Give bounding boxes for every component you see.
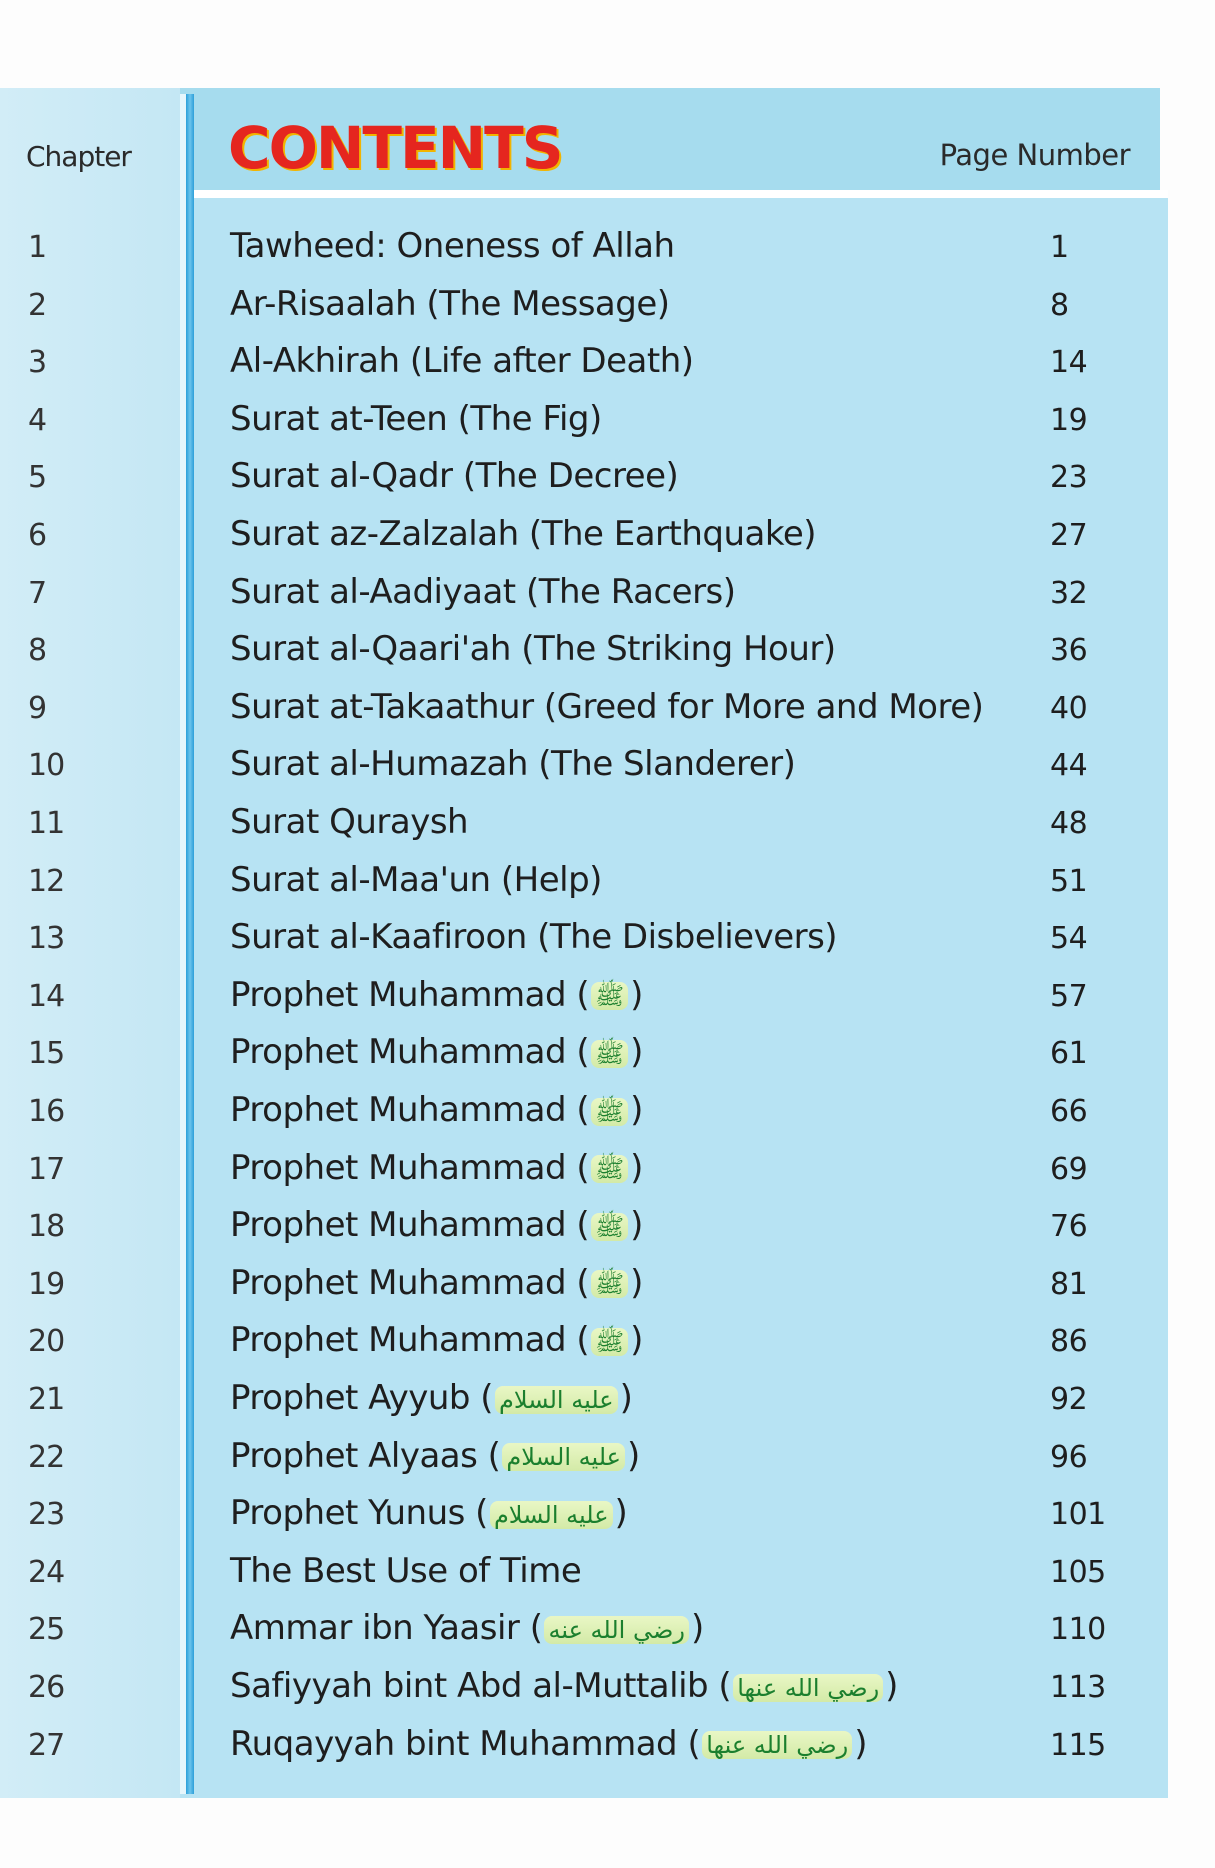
chapter-title-text: Prophet Muhammad ( — [230, 974, 590, 1015]
page-number: 40 — [1050, 690, 1088, 726]
chapter-title — [230, 456, 678, 496]
contents-row[interactable] — [0, 1608, 1160, 1665]
chapter-number: 25 — [28, 1612, 65, 1648]
page-number: 81 — [1050, 1266, 1088, 1302]
page-number: 92 — [1050, 1382, 1088, 1417]
chapter-number: 11 — [28, 806, 65, 841]
page-number: 19 — [1050, 402, 1088, 438]
chapter-title-suffix: ) — [627, 1435, 640, 1476]
honorific-calligraphy: عليه السلام — [490, 1501, 613, 1529]
chapter-title-text: Prophet Muhammad ( — [230, 1262, 590, 1303]
chapter-title — [230, 1493, 627, 1533]
chapter-title-suffix: ) — [854, 1723, 867, 1764]
chapter-title-text: Prophet Muhammad ( — [230, 1320, 590, 1361]
page-number: 101 — [1050, 1497, 1106, 1533]
page-number: 8 — [1050, 287, 1069, 323]
chapter-title — [230, 1032, 643, 1072]
contents-page — [0, 88, 1160, 1798]
honorific-calligraphy: رضي الله عنه — [544, 1616, 688, 1644]
contents-row[interactable] — [0, 1320, 1160, 1377]
chapter-title-suffix: ) — [630, 1262, 643, 1303]
chapter-title-text: Ruqayyah bint Muhammad ( — [230, 1723, 701, 1764]
chapter-number: 3 — [28, 345, 47, 381]
chapter-title-suffix: ) — [630, 1147, 643, 1188]
chapter-title-text: Prophet Ayyub ( — [230, 1378, 494, 1418]
page-number: 23 — [1050, 460, 1088, 496]
chapter-title-text: Prophet Alyaas ( — [230, 1435, 501, 1476]
chapter-title — [230, 1263, 643, 1303]
contents-row[interactable] — [0, 1724, 1160, 1781]
honorific-calligraphy: رضي الله عنها — [733, 1674, 883, 1702]
contents-row[interactable] — [0, 514, 1160, 571]
chapter-heading: Chapter — [26, 140, 131, 173]
chapter-title-text: Surat al-Qaari'ah (The Striking Hour) — [230, 629, 836, 670]
chapter-title-text: Surat al-Maa'un (Help) — [230, 859, 602, 900]
contents-row[interactable] — [0, 744, 1160, 801]
chapter-title-text: Prophet Muhammad ( — [230, 1032, 590, 1073]
chapter-title-text: Prophet Muhammad ( — [230, 1205, 590, 1246]
contents-row[interactable] — [0, 1493, 1160, 1550]
contents-row[interactable] — [0, 1263, 1160, 1320]
chapter-title-text: Safiyyah bint Abd al-Muttalib ( — [230, 1666, 732, 1706]
page-number: 76 — [1050, 1209, 1088, 1245]
chapter-number: 15 — [28, 1036, 65, 1072]
chapter-title — [230, 1436, 640, 1476]
chapter-title — [230, 1608, 704, 1648]
chapter-title-suffix: ) — [630, 974, 643, 1015]
chapter-number: 5 — [28, 460, 47, 496]
chapter-number: 21 — [28, 1382, 65, 1417]
chapter-title-suffix: ) — [619, 1378, 633, 1418]
chapter-title-text: Surat al-Aadiyaat (The Racers) — [230, 571, 736, 612]
page-number: 1 — [1050, 230, 1069, 265]
chapter-number: 23 — [28, 1497, 65, 1533]
chapter-title — [230, 744, 795, 784]
honorific-calligraphy: ﷺ — [591, 982, 628, 1010]
page-number: 61 — [1050, 1036, 1088, 1072]
contents-row[interactable] — [0, 1148, 1160, 1205]
honorific-calligraphy: رضي الله عنها — [702, 1731, 852, 1759]
page-number: 96 — [1050, 1439, 1088, 1475]
chapter-number: 13 — [28, 921, 65, 957]
chapter-number: 4 — [28, 402, 47, 438]
chapter-title — [230, 399, 602, 439]
page-number: 105 — [1050, 1554, 1106, 1590]
chapter-number: 10 — [28, 748, 65, 784]
chapter-title-text: Surat at-Takaathur (Greed for More and More) — [230, 686, 984, 727]
chapter-number: 16 — [28, 1094, 65, 1129]
honorific-calligraphy: عليه السلام — [502, 1443, 625, 1471]
chapter-title-suffix: ) — [614, 1493, 628, 1534]
chapter-title-suffix: ) — [690, 1608, 704, 1649]
contents-row[interactable] — [0, 456, 1160, 513]
page-number: 51 — [1050, 863, 1088, 899]
chapter-number: 19 — [28, 1266, 65, 1302]
chapter-number: 20 — [28, 1324, 65, 1360]
page-number: 48 — [1050, 806, 1088, 841]
chapter-title — [230, 1148, 643, 1188]
chapter-title — [230, 917, 837, 957]
contents-row[interactable] — [0, 687, 1160, 744]
chapter-number: 22 — [28, 1439, 65, 1475]
chapter-number: 1 — [28, 230, 47, 265]
page-number: 57 — [1050, 978, 1088, 1014]
page-number: 113 — [1050, 1670, 1106, 1705]
honorific-calligraphy: ﷺ — [591, 1213, 628, 1241]
contents-row[interactable] — [0, 1551, 1160, 1608]
chapter-title — [230, 1551, 581, 1591]
contents-row[interactable] — [0, 1666, 1160, 1723]
chapter-title-text: Surat Quraysh — [230, 802, 469, 842]
chapter-number: 2 — [28, 287, 47, 323]
contents-row[interactable] — [0, 341, 1160, 398]
page-number: 36 — [1050, 633, 1088, 669]
contents-row[interactable] — [0, 1032, 1160, 1089]
chapter-number: 8 — [28, 633, 47, 669]
chapter-title — [230, 341, 694, 381]
chapter-number: 6 — [28, 518, 47, 553]
chapter-title-text: Surat at-Teen (The Fig) — [230, 398, 602, 439]
chapter-title — [230, 1666, 898, 1706]
chapter-number: 17 — [28, 1151, 65, 1187]
chapter-title-text: Ar-Risaalah (The Message) — [230, 283, 670, 324]
chapter-title — [230, 1205, 643, 1245]
chapter-title-text: Surat al-Kaafiroon (The Disbelievers) — [230, 917, 838, 958]
chapter-title — [230, 1320, 643, 1360]
page-number: 14 — [1050, 345, 1088, 381]
chapter-number: 18 — [28, 1209, 65, 1245]
page-number: 110 — [1050, 1612, 1106, 1648]
chapter-title — [230, 1090, 643, 1130]
honorific-calligraphy: ﷺ — [591, 1270, 628, 1298]
chapter-title-text: Prophet Muhammad ( — [230, 1090, 590, 1130]
chapter-number: 14 — [28, 978, 65, 1014]
page-number: 69 — [1050, 1151, 1088, 1187]
page-title: CONTENTS — [228, 114, 562, 182]
chapter-title — [230, 514, 816, 554]
chapter-title-text: Surat az-Zalzalah (The Earthquake) — [230, 514, 817, 554]
chapter-number: 12 — [28, 863, 65, 899]
contents-row[interactable] — [0, 629, 1160, 686]
honorific-calligraphy: ﷺ — [591, 1155, 628, 1183]
chapter-title-text: Prophet Yunus ( — [230, 1493, 488, 1534]
contents-row[interactable] — [0, 399, 1160, 456]
contents-row[interactable] — [0, 860, 1160, 917]
page-number: 115 — [1050, 1727, 1106, 1763]
chapter-title — [230, 860, 602, 900]
chapter-title — [230, 1378, 632, 1418]
chapter-title-text: Tawheed: Oneness of Allah — [230, 226, 675, 266]
chapter-title-text: Prophet Muhammad ( — [230, 1147, 590, 1188]
chapter-number: 24 — [28, 1554, 65, 1590]
chapter-title — [230, 975, 643, 1015]
chapter-number: 7 — [28, 575, 47, 611]
chapter-title-text: Surat al-Humazah (The Slanderer) — [230, 744, 796, 785]
page-number: 66 — [1050, 1094, 1088, 1129]
contents-row[interactable] — [0, 226, 1160, 283]
chapter-title — [230, 687, 983, 727]
page-number: 27 — [1050, 518, 1088, 553]
page-number: 86 — [1050, 1324, 1088, 1360]
contents-row[interactable] — [0, 975, 1160, 1032]
contents-row[interactable] — [0, 1436, 1160, 1493]
honorific-calligraphy: ﷺ — [591, 1040, 628, 1068]
page-number: 44 — [1050, 748, 1088, 784]
page-number: 32 — [1050, 575, 1088, 611]
contents-row[interactable] — [0, 1205, 1160, 1262]
chapter-title-text: Al-Akhirah (Life after Death) — [230, 341, 694, 382]
honorific-calligraphy: ﷺ — [591, 1098, 628, 1126]
chapter-title-suffix: ) — [630, 1205, 643, 1246]
honorific-calligraphy: ﷺ — [591, 1328, 628, 1356]
chapter-title — [230, 1724, 867, 1764]
chapter-title-suffix: ) — [630, 1320, 643, 1361]
chapter-title — [230, 629, 836, 669]
chapter-title-suffix: ) — [630, 1090, 643, 1130]
contents-row[interactable] — [0, 284, 1160, 341]
page-number: 54 — [1050, 921, 1088, 957]
chapter-number: 9 — [28, 690, 47, 726]
contents-row[interactable] — [0, 917, 1160, 974]
chapter-title-suffix: ) — [630, 1032, 643, 1073]
chapter-title — [230, 802, 468, 842]
chapter-title — [230, 572, 736, 612]
chapter-number: 27 — [28, 1727, 65, 1763]
chapter-number: 26 — [28, 1670, 65, 1705]
honorific-calligraphy: عليه السلام — [495, 1386, 618, 1414]
contents-row[interactable] — [0, 1090, 1160, 1147]
chapter-title — [230, 284, 670, 324]
chapter-title-text: The Best Use of Time — [230, 1550, 582, 1591]
chapter-title-suffix: ) — [885, 1666, 898, 1706]
chapter-title — [230, 226, 675, 266]
contents-row[interactable] — [0, 572, 1160, 629]
contents-row[interactable] — [0, 1378, 1160, 1435]
page-number-heading: Page Number — [939, 138, 1130, 172]
chapter-title-text: Surat al-Qadr (The Decree) — [230, 456, 679, 497]
contents-row[interactable] — [0, 802, 1160, 859]
chapter-title-text: Ammar ibn Yaasir ( — [230, 1608, 543, 1649]
